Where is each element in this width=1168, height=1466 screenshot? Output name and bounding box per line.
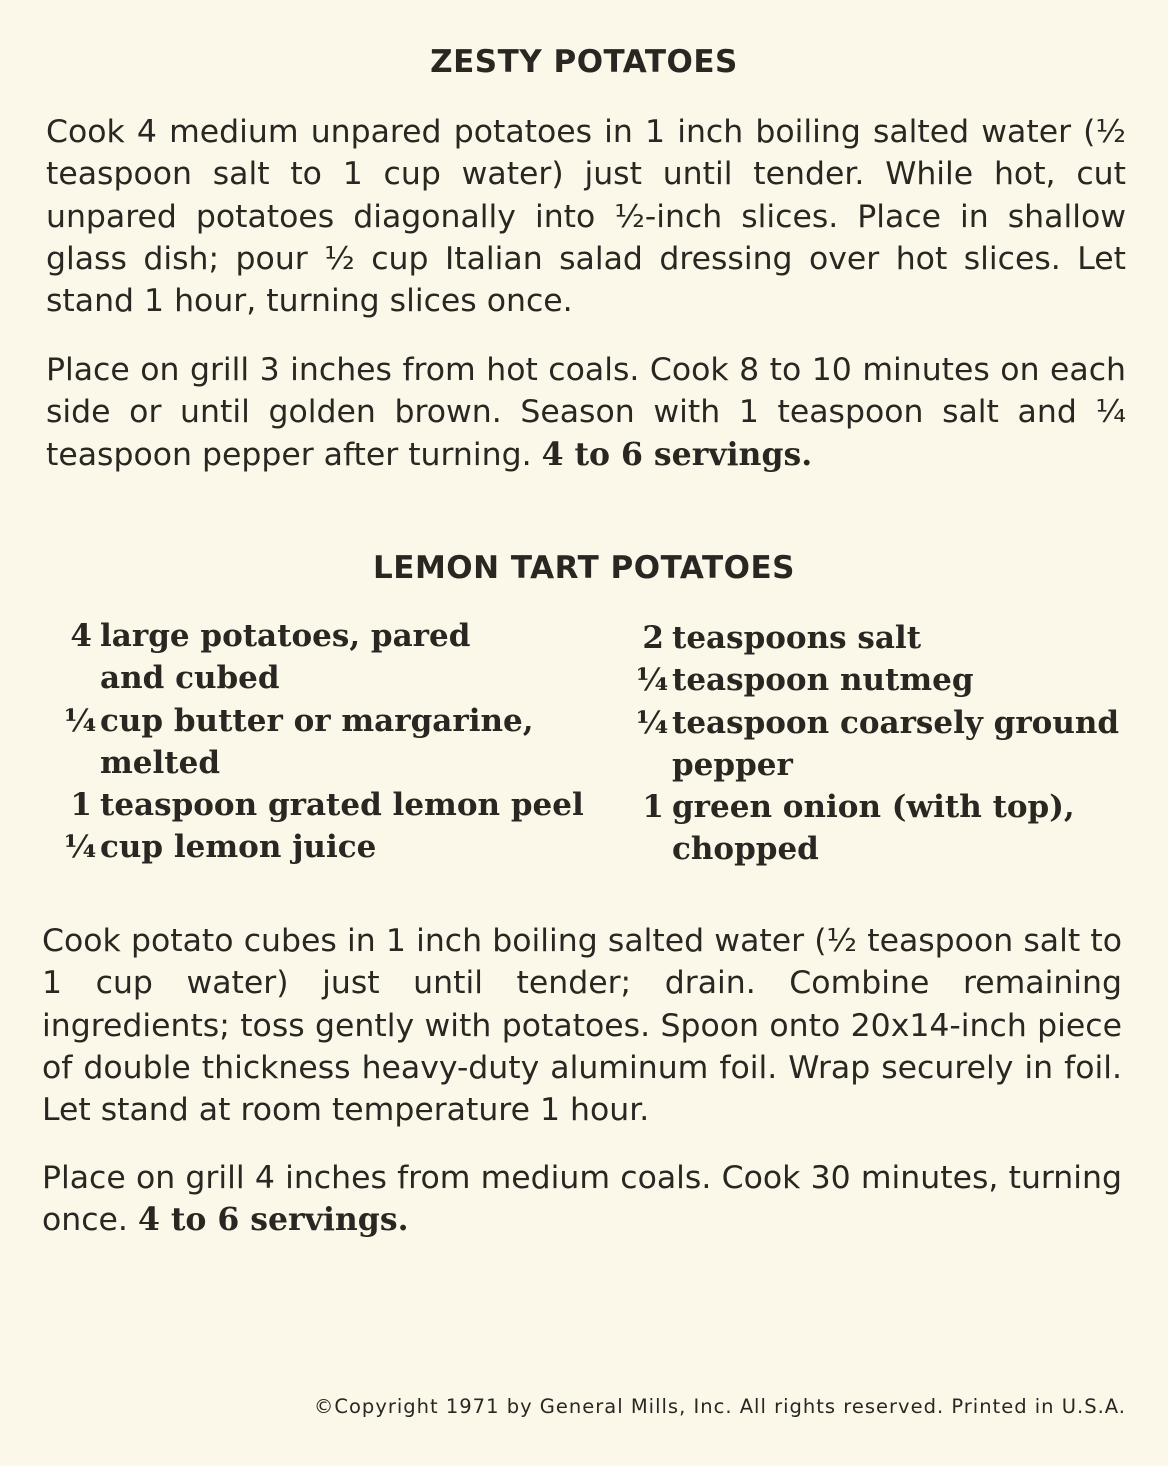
ingredient-text: teaspoon grated lemon peel	[100, 787, 584, 824]
ingredient-text: cup lemon juice	[100, 829, 377, 866]
recipe-title-zesty-potatoes: ZESTY POTATOES	[430, 44, 738, 80]
ingredient-text: teaspoon nutmeg	[672, 662, 974, 699]
ingredient-text: large potatoes, pared	[100, 618, 471, 654]
zesty-servings: 4 to 6 servings.	[541, 435, 813, 473]
ingredient-text: cup butter or margarine,	[100, 702, 534, 739]
ingredient-row	[636, 744, 1136, 786]
ingredient-text: green onion (with top),	[672, 789, 1075, 826]
zesty-directions-2-text: Place on grill 3 inches from hot coals. Cook 8 to 10 minutes on each side or until golden brown. Season with 1 teaspoon salt and ¼ teaspoon pepper after turning.	[46, 352, 1126, 473]
ingredients-right-column	[636, 617, 1136, 871]
ingredient-text: pepper	[672, 746, 793, 783]
ingredient-row	[64, 784, 584, 826]
ingredient-text: melted	[100, 744, 221, 781]
ingredient-qty: ¼	[636, 704, 669, 741]
recipe-title-lemon-tart-potatoes: LEMON TART POTATOES	[373, 550, 795, 586]
lemon-directions-2	[42, 1157, 1122, 1242]
ingredient-text: teaspoon coarsely ground	[672, 704, 1120, 741]
ingredient-row	[636, 702, 1136, 744]
zesty-directions-1: Cook 4 medium unpared potatoes in 1 inch boiling salted water (½ teaspoon salt to 1 cup water) just until tender. While hot, cut unpared potatoes diagonally into ½-inch slices. Place in shallow glass dish; pour ½ cup Italian salad dressing over hot slices. Let stand 1 hour, turning slices once.	[46, 114, 1126, 320]
ingredient-row	[636, 617, 1136, 659]
ingredient-row	[64, 657, 584, 699]
ingredient-qty: ¼	[64, 829, 97, 866]
ingredient-row	[636, 786, 1136, 828]
ingredient-qty: 1	[642, 789, 664, 826]
lemon-directions-1: Cook potato cubes in 1 inch boiling salted water (½ teaspoon salt to 1 cup water) just until tender; drain. Combine remaining ingredients; toss gently with potatoes. Spoon onto 20x14-inch piece of double thickness heavy-duty aluminum foil. Wrap securely in foil. Let stand at room temperature 1 hour.	[42, 923, 1122, 1129]
zesty-directions-2	[46, 349, 1126, 476]
ingredients-left-column	[64, 615, 584, 869]
ingredient-qty: 4	[70, 618, 92, 654]
ingredient-row	[64, 742, 584, 784]
ingredient-row	[64, 615, 584, 657]
ingredient-qty: 2	[642, 620, 664, 656]
ingredient-text: and cubed	[100, 660, 280, 697]
ingredient-text: teaspoons salt	[672, 620, 922, 656]
ingredient-row	[636, 659, 1136, 701]
ingredient-row	[64, 826, 584, 868]
ingredient-text: chopped	[672, 831, 819, 868]
ingredient-row	[64, 700, 584, 742]
lemon-servings: 4 to 6 servings.	[137, 1201, 409, 1239]
ingredient-qty: ¼	[64, 702, 97, 739]
copyright-notice: ©Copyright 1971 by General Mills, Inc. All rights reserved. Printed in U.S.A.	[313, 1395, 1126, 1418]
ingredient-qty: 1	[70, 787, 92, 824]
ingredient-row	[636, 828, 1136, 870]
ingredient-qty: ¼	[636, 662, 669, 699]
lemon-directions-2-text: Place on grill 4 inches from medium coals. Cook 30 minutes, turning once.	[42, 1160, 1122, 1239]
